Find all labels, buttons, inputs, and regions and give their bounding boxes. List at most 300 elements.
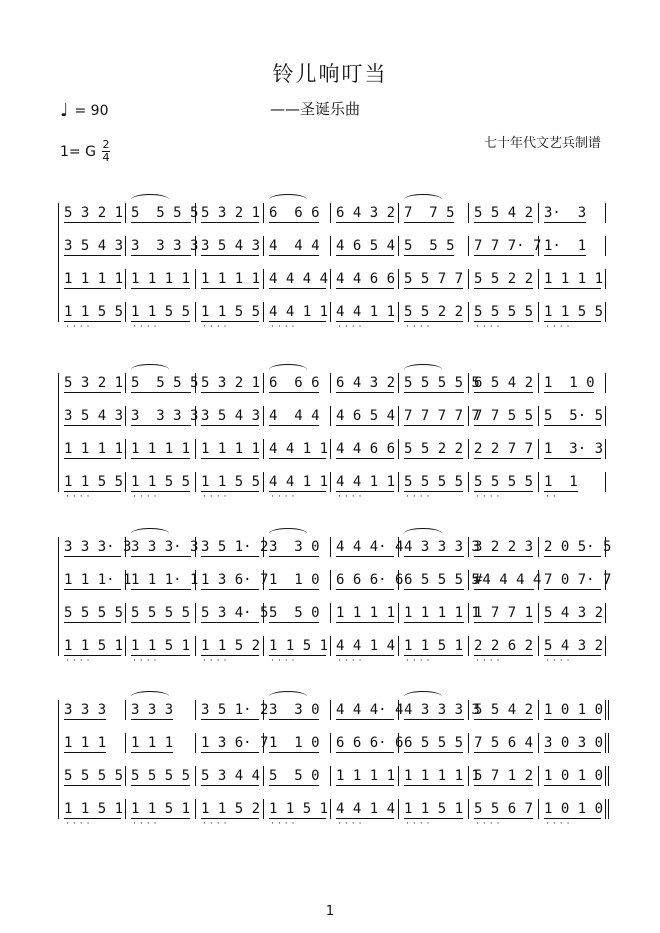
barline	[58, 203, 59, 223]
measure: 3 5 4 3	[201, 408, 261, 424]
measure: 1 1 5 2	[201, 801, 261, 817]
beam-line	[269, 589, 319, 590]
beam-line	[201, 425, 259, 426]
measure: 1 1 5 1	[269, 801, 329, 817]
octave-dots: ····	[546, 656, 574, 666]
beam-line	[269, 425, 319, 426]
octave-dots: ····	[203, 322, 231, 332]
beam-line	[269, 392, 319, 393]
beam-line	[201, 222, 259, 223]
beam-line	[269, 785, 319, 786]
barline	[125, 603, 126, 623]
octave-dots: ····	[271, 656, 299, 666]
octave-dots: ····	[66, 819, 94, 829]
staff-row	[58, 302, 608, 332]
barline	[195, 799, 196, 819]
barline	[330, 700, 331, 720]
barline	[398, 603, 399, 623]
measure: 3 3 3· 3	[64, 539, 132, 555]
beam-line	[474, 785, 533, 786]
beam-line	[544, 255, 586, 256]
beam-line	[269, 752, 319, 753]
measure: 5 5 5 5	[474, 304, 534, 320]
measure: 4 4 1 1	[269, 474, 329, 490]
measure: 6 6 6	[269, 205, 320, 221]
tie-arc	[131, 194, 169, 205]
barline	[263, 406, 264, 426]
tempo-marking	[60, 100, 109, 121]
measure: 1 1 5 5	[64, 304, 124, 320]
barline	[398, 269, 399, 289]
barline	[538, 269, 539, 289]
measure: 3 3 3	[131, 702, 174, 718]
beam-line	[404, 288, 463, 289]
barline	[538, 472, 539, 492]
octave-dots: ····	[66, 492, 94, 502]
barline	[468, 236, 469, 256]
barline	[58, 537, 59, 557]
barline	[538, 733, 539, 753]
staff-row	[58, 236, 608, 256]
measure: 1 1 1	[131, 735, 174, 751]
beam-line	[336, 425, 394, 426]
barline	[263, 236, 264, 256]
barline	[330, 733, 331, 753]
measure: 5 3 4 4	[201, 768, 261, 784]
octave-dots: ····	[66, 322, 94, 332]
tie-arc	[404, 528, 442, 539]
octave-dots: ····	[203, 656, 231, 666]
measure: 1 1 1 1	[201, 271, 261, 287]
beam-line	[544, 392, 594, 393]
octave-dots: ····	[546, 322, 574, 332]
beam-line	[544, 752, 601, 753]
tie-arc	[269, 528, 307, 539]
barline	[58, 733, 59, 753]
beam-line	[336, 458, 394, 459]
measure: 5 5 7 7	[404, 271, 464, 287]
barline	[538, 603, 539, 623]
beam-line	[64, 556, 121, 557]
beam-line	[474, 556, 533, 557]
barline	[58, 439, 59, 459]
barline	[398, 203, 399, 223]
measure: 1 1 5 5	[201, 474, 261, 490]
beam-line	[404, 785, 464, 786]
beam-line	[336, 255, 394, 256]
measure: 4 6 5 4	[336, 408, 396, 424]
octave-dots: ····	[338, 656, 366, 666]
staff-row	[58, 373, 608, 393]
barline	[58, 766, 59, 786]
measure: 5 5 4 2	[474, 205, 534, 221]
octave-dots: ····	[133, 322, 161, 332]
barline	[58, 603, 59, 623]
beam-line	[131, 222, 191, 223]
barline	[398, 700, 399, 720]
octave-dots: ····	[406, 492, 434, 502]
beam-line	[336, 752, 394, 753]
barline	[195, 603, 196, 623]
measure: 5 5 0	[269, 768, 320, 784]
tie-arc	[269, 364, 307, 375]
tie-arc	[131, 528, 169, 539]
measure: 5 3 2 1	[64, 375, 124, 391]
octave-dots: ····	[133, 656, 161, 666]
measure: 7 7 7· 7	[474, 238, 542, 254]
measure: 4 4 4 4	[269, 271, 329, 287]
measure: 4 4 1 1	[336, 304, 396, 320]
barline	[398, 439, 399, 459]
barline	[468, 700, 469, 720]
measure: 5 5 5 5	[404, 474, 464, 490]
barline	[538, 636, 539, 656]
measure: 4 4 4	[269, 408, 320, 424]
measure: 1 3 6· 7	[201, 572, 269, 588]
beam-line	[269, 288, 326, 289]
measure: 4 3 3 3 3	[404, 702, 480, 718]
measure: 6 5 5 5 5	[404, 572, 480, 588]
measure: 1 1 5 1	[131, 801, 191, 817]
tie-arc	[404, 364, 442, 375]
barline	[605, 570, 606, 590]
beam-line	[64, 392, 121, 393]
measure: 1 1 0	[269, 735, 320, 751]
beam-line	[201, 752, 259, 753]
beam-line	[201, 589, 259, 590]
beam-line	[474, 458, 533, 459]
barline	[58, 406, 59, 426]
measure: 3 3 3	[64, 702, 107, 718]
barline	[195, 269, 196, 289]
barline	[330, 373, 331, 393]
barline	[263, 203, 264, 223]
barline	[125, 302, 126, 322]
measure: 3 5 4 3	[64, 238, 124, 254]
barline	[58, 472, 59, 492]
barline	[605, 636, 606, 656]
song-title: 铃儿响叮当	[272, 62, 388, 86]
octave-dots: ····	[406, 322, 434, 332]
measure: 1 1 5 5	[201, 304, 261, 320]
tie-arc	[131, 691, 169, 702]
beam-line	[201, 622, 259, 623]
measure: 3 5 1· 2	[201, 702, 269, 718]
barline	[605, 302, 606, 322]
measure: 1 1	[544, 474, 578, 490]
measure: 2 2 7 7	[474, 441, 534, 457]
measure: 1 1 5 5	[131, 474, 191, 490]
barline	[58, 636, 59, 656]
beam-line	[336, 556, 394, 557]
beam-line	[131, 785, 190, 786]
barline	[605, 439, 606, 459]
barline	[125, 766, 126, 786]
barline	[263, 799, 264, 819]
final-barline	[605, 700, 612, 720]
barline	[538, 570, 539, 590]
barline	[125, 269, 126, 289]
tie-arc	[269, 691, 307, 702]
measure: 5 3 2 1	[201, 375, 261, 391]
beam-line	[131, 255, 191, 256]
barline	[58, 373, 59, 393]
staff-row	[58, 733, 608, 753]
barline	[605, 406, 606, 426]
tie-arc	[404, 194, 442, 205]
measure: 5 7 1 2	[474, 768, 534, 784]
measure: 5 5 4 2	[474, 702, 534, 718]
barline	[605, 236, 606, 256]
score-system	[58, 537, 612, 669]
measure: 7 0 7· 7	[544, 572, 612, 588]
beam-line	[404, 222, 454, 223]
octave-dots: ····	[476, 492, 504, 502]
measure: 5 5 5 5	[131, 605, 191, 621]
measure: 1 7 7 1	[474, 605, 534, 621]
measure: 5 4 3 2	[544, 605, 604, 621]
measure: 1 1 5 1	[404, 638, 464, 654]
measure: 4 4 1 1	[269, 304, 329, 320]
barline	[538, 700, 539, 720]
beam-line	[269, 622, 319, 623]
beam-line	[131, 752, 173, 753]
barline	[263, 472, 264, 492]
time-signature	[102, 140, 110, 163]
barline	[468, 472, 469, 492]
barline	[398, 406, 399, 426]
quarter-note-icon: ♩	[60, 100, 69, 121]
beam-line	[544, 556, 601, 557]
staff-row	[58, 203, 608, 223]
measure: 5 5 2 2	[474, 271, 534, 287]
barline	[125, 700, 126, 720]
barline	[195, 373, 196, 393]
beam-line	[269, 719, 319, 720]
beam-line	[64, 785, 121, 786]
beam-line	[404, 556, 464, 557]
beam-line	[336, 589, 394, 590]
octave-dots: ····	[546, 819, 574, 829]
beam-line	[269, 458, 326, 459]
staff-row	[58, 799, 608, 829]
beam-line	[131, 288, 190, 289]
barline	[468, 570, 469, 590]
octave-dots: ····	[476, 819, 504, 829]
barline	[263, 700, 264, 720]
barline	[468, 269, 469, 289]
beam-line	[201, 719, 259, 720]
octave-dots: ····	[338, 322, 366, 332]
measure: 3 3 3 3	[131, 408, 199, 424]
beam-line	[336, 392, 394, 393]
beam-line	[404, 458, 463, 459]
measure: 5 5 2 2	[404, 441, 464, 457]
barline	[605, 203, 606, 223]
measure: 5 3 4· 5	[201, 605, 269, 621]
barline	[468, 636, 469, 656]
octave-dots: ····	[476, 656, 504, 666]
barline	[125, 537, 126, 557]
measure: 1 3 6· 7	[201, 735, 269, 751]
barline	[195, 570, 196, 590]
measure: 1 1 5 1	[64, 801, 124, 817]
beam-line	[404, 589, 464, 590]
barline	[263, 636, 264, 656]
beam-line	[474, 288, 533, 289]
beam-line	[201, 556, 259, 557]
octave-dots: ····	[271, 819, 299, 829]
measure: 1 1 1 1	[544, 271, 604, 287]
barline	[125, 636, 126, 656]
measure: 1 1 1 1	[64, 441, 124, 457]
staff-row	[58, 406, 608, 426]
measure: 5 5 0	[269, 605, 320, 621]
measure: 1 0 1 0	[544, 768, 604, 784]
barline	[538, 537, 539, 557]
barline	[468, 203, 469, 223]
barline	[468, 537, 469, 557]
beam-line	[201, 458, 259, 459]
tie-arc	[404, 691, 442, 702]
measure: 7 7 7 7 7	[404, 408, 480, 424]
barline	[263, 302, 264, 322]
measure: 2 2 6 2	[474, 638, 534, 654]
barline	[398, 570, 399, 590]
beam-line	[544, 458, 601, 459]
measure: 1 1 1 1	[131, 441, 191, 457]
barline	[468, 406, 469, 426]
measure: 6 5 4 2	[474, 375, 534, 391]
measure: 1 0 1 0	[544, 801, 604, 817]
barline	[195, 236, 196, 256]
measure: 1 1 1 1	[64, 271, 124, 287]
measure: 1 1 5 5	[131, 304, 191, 320]
measure: 5 5 5 5	[131, 768, 191, 784]
octave-dots: ··	[546, 492, 560, 502]
barline	[468, 302, 469, 322]
measure: 1 0 1 0	[544, 702, 604, 718]
measure: 1 1 1 1	[201, 441, 261, 457]
measure: 1 1 1· 1	[131, 572, 199, 588]
beam-line	[269, 255, 319, 256]
barline	[330, 570, 331, 590]
measure: 3· 3	[544, 205, 587, 221]
measure: 4 4 1 4	[336, 638, 396, 654]
barline	[58, 269, 59, 289]
barline	[195, 700, 196, 720]
beam-line	[131, 425, 191, 426]
measure: 1 1 0	[269, 572, 320, 588]
staff-row	[58, 636, 608, 666]
measure: 3 3 0	[269, 702, 320, 718]
staff-row	[58, 269, 608, 289]
barline	[605, 472, 606, 492]
barline	[195, 733, 196, 753]
barline	[195, 636, 196, 656]
barline	[398, 302, 399, 322]
barline	[538, 406, 539, 426]
beam-line	[64, 288, 121, 289]
barline	[398, 799, 399, 819]
score-system	[58, 373, 608, 505]
barline	[125, 570, 126, 590]
beam-line	[336, 288, 394, 289]
beam-line	[544, 719, 601, 720]
barline	[263, 269, 264, 289]
barline	[195, 472, 196, 492]
beam-line	[64, 719, 106, 720]
measure: 1 3· 3	[544, 441, 604, 457]
barline	[468, 766, 469, 786]
beam-line	[64, 222, 121, 223]
barline	[330, 236, 331, 256]
measure: 5 5 5 5	[474, 474, 534, 490]
measure: 6 6 6	[269, 375, 320, 391]
beam-line	[474, 425, 533, 426]
measure: 3 5 4 3	[64, 408, 124, 424]
measure: 4 4 4· 4	[336, 539, 404, 555]
score-system	[58, 203, 608, 335]
measure: 5 5 5 5	[131, 205, 199, 221]
barline	[330, 799, 331, 819]
staff-row	[58, 766, 608, 786]
barline	[125, 406, 126, 426]
measure: 7 7 5 5	[474, 408, 534, 424]
measure: 5 5· 5	[544, 408, 604, 424]
measure: 5 3 2 1	[64, 205, 124, 221]
beam-line	[544, 622, 601, 623]
measure: 5 4 3 2	[544, 638, 604, 654]
barline	[330, 636, 331, 656]
beam-line	[131, 719, 173, 720]
beam-line	[474, 719, 533, 720]
staff-row	[58, 570, 612, 590]
barline	[195, 766, 196, 786]
measure: 1 1 1 1	[131, 271, 191, 287]
barline	[330, 406, 331, 426]
tie-arc	[269, 194, 307, 205]
barline	[538, 766, 539, 786]
tempo-value: = 90	[74, 102, 109, 119]
octave-dots: ····	[203, 819, 231, 829]
barline	[125, 472, 126, 492]
beam-line	[64, 458, 121, 459]
final-barline	[605, 766, 612, 786]
measure: 1 1 5 1	[64, 638, 124, 654]
final-barline	[605, 733, 612, 753]
barline	[195, 302, 196, 322]
barline	[195, 203, 196, 223]
barline	[538, 799, 539, 819]
measure: 5 5 5 5	[64, 605, 124, 621]
measure: 3 3 3 3	[131, 238, 199, 254]
measure: 1 1 5 2	[201, 638, 261, 654]
barline	[330, 302, 331, 322]
barline	[263, 733, 264, 753]
measure: 5 3 2 1	[201, 205, 261, 221]
measure: 4 3 3 3 3	[404, 539, 480, 555]
barline	[605, 269, 606, 289]
beam-line	[544, 425, 601, 426]
beam-line	[336, 222, 394, 223]
octave-dots: ····	[133, 492, 161, 502]
beam-line	[544, 589, 601, 590]
barline	[538, 439, 539, 459]
octave-dots: ····	[203, 492, 231, 502]
barline	[125, 203, 126, 223]
barline	[263, 570, 264, 590]
